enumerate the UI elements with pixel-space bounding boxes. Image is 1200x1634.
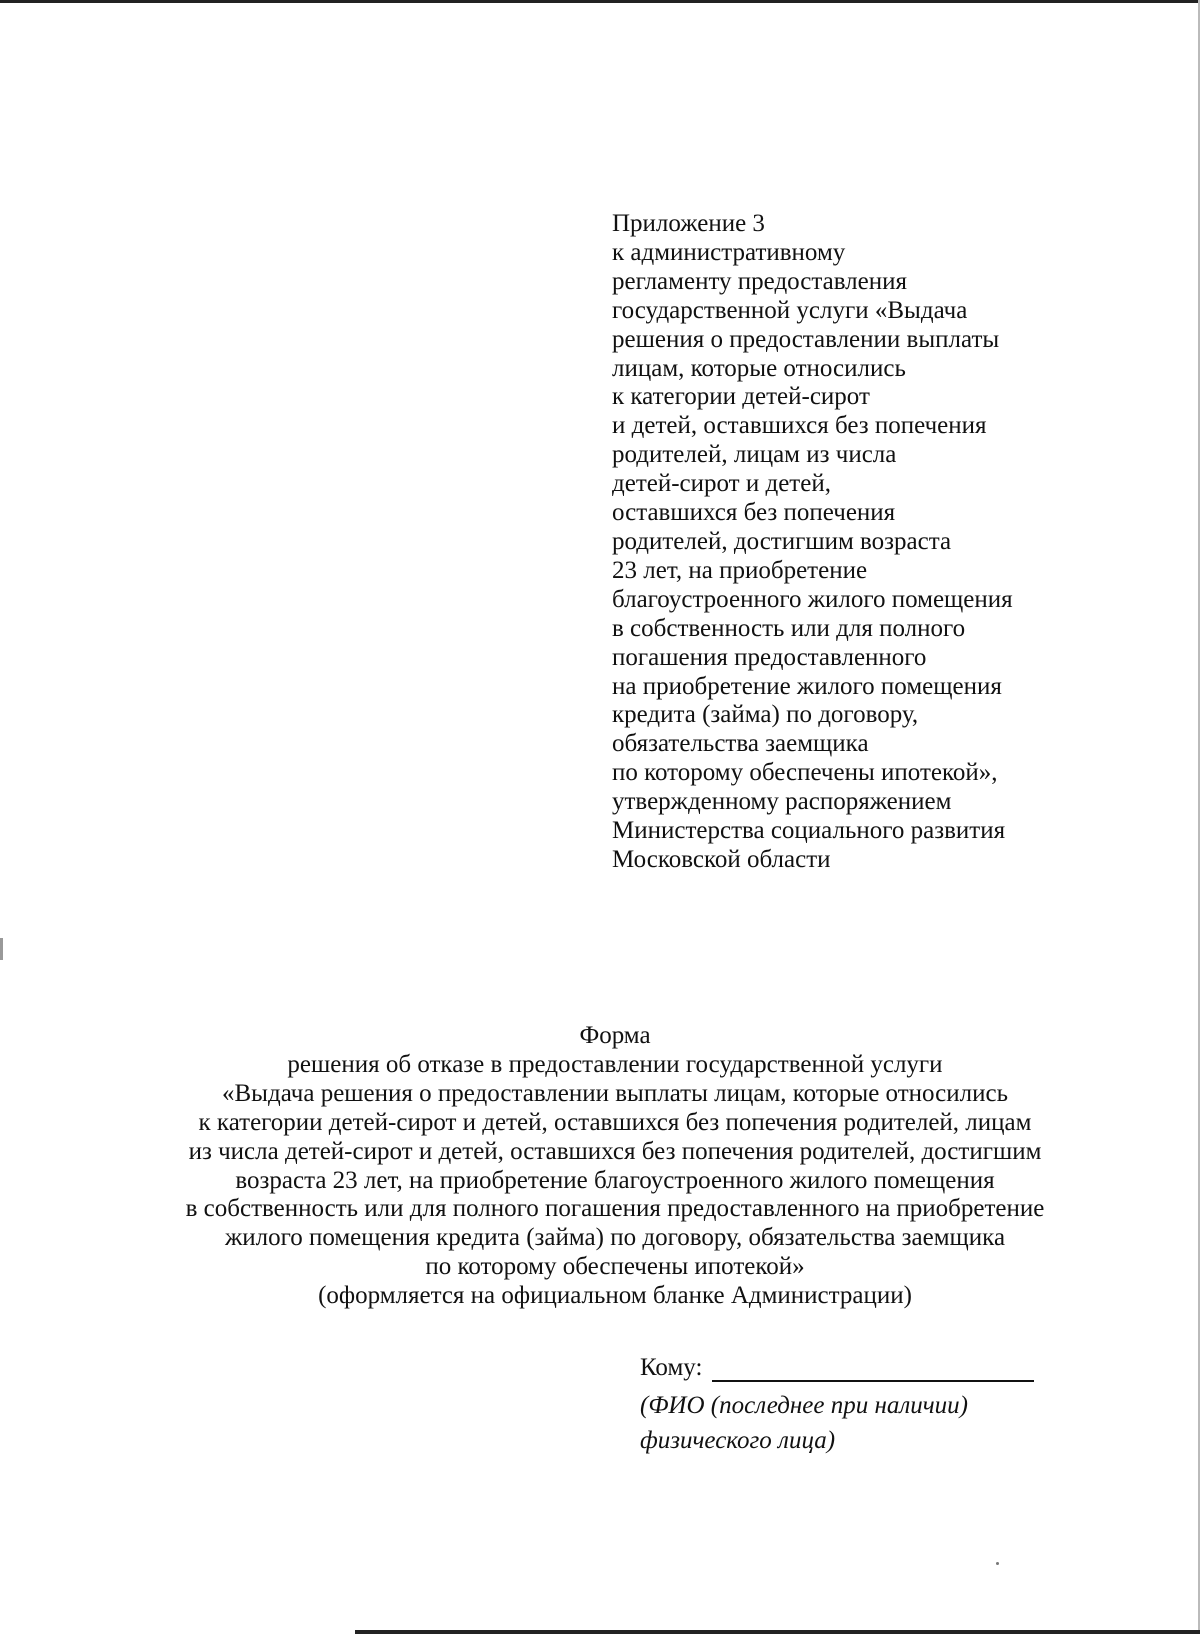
recipient-hint-line: физического лица) xyxy=(640,1427,836,1454)
appendix-line: обязательства заемщика xyxy=(612,730,869,758)
appendix-line: в собственность или для полного xyxy=(612,614,966,642)
appendix-line: благоустроенного жилого помещения xyxy=(612,585,1013,613)
appendix-line: государственной услуги «Выдача xyxy=(612,296,968,324)
form-title-block xyxy=(80,1022,1150,1311)
form-title-line: решения об отказе в предоставлении государственной услуги xyxy=(287,1050,943,1078)
appendix-line: кредита (займа) по договору, xyxy=(612,701,919,729)
recipient-hint xyxy=(640,1388,1100,1458)
form-title-line: к категории детей-сирот и детей, оставшихся без попечения родителей, лицам xyxy=(198,1108,1032,1136)
appendix-line: к административному xyxy=(612,238,846,266)
appendix-line: детей-сирот и детей, xyxy=(612,470,831,498)
scan-edge-left-mark xyxy=(0,938,3,960)
form-title-line: «Выдача решения о предоставлении выплаты лицам, которые относились xyxy=(222,1079,1008,1107)
scan-edge-bottom xyxy=(355,1630,1200,1634)
form-title-line: возраста 23 лет, на приобретение благоустроенного жилого помещения xyxy=(235,1166,995,1194)
appendix-line: регламенту предоставления xyxy=(612,267,908,295)
scan-edge-top xyxy=(0,0,1200,3)
appendix-line: к категории детей-сирот xyxy=(612,383,870,411)
recipient-block xyxy=(640,1350,1100,1458)
appendix-line: родителей, лицам из числа xyxy=(612,441,897,469)
appendix-line: Московской области xyxy=(612,845,831,873)
scan-speck xyxy=(996,1562,999,1565)
form-title-heading: Форма xyxy=(579,1022,651,1049)
appendix-line: на приобретение жилого помещения xyxy=(612,672,1002,700)
appendix-line: решения о предоставлении выплаты xyxy=(612,325,1000,353)
form-title-line: в собственность или для полного погашения предоставленного на приобретение xyxy=(185,1195,1045,1223)
appendix-line: Министерства социального развития xyxy=(612,817,1006,845)
appendix-line: по которому обеспечены ипотекой», xyxy=(612,759,998,787)
recipient-name-field[interactable] xyxy=(712,1352,1034,1382)
recipient-row xyxy=(640,1350,1100,1382)
form-title-line: по которому обеспечены ипотекой» xyxy=(425,1253,805,1281)
appendix-line: погашения предоставленного xyxy=(612,643,927,671)
appendix-line: лицам, которые относились xyxy=(612,354,906,382)
appendix-line: родителей, достигшим возраста xyxy=(612,527,952,555)
form-title-line: жилого помещения кредита (займа) по договору, обязательства заемщика xyxy=(224,1224,1006,1252)
appendix-line: 23 лет, на приобретение xyxy=(612,556,868,584)
appendix-line: Приложение 3 xyxy=(612,210,765,237)
appendix-line: оставшихся без попечения xyxy=(612,499,896,527)
recipient-hint-line: (ФИО (последнее при наличии) xyxy=(640,1392,969,1419)
appendix-header-block xyxy=(612,210,1172,875)
recipient-label: Кому: xyxy=(640,1354,703,1381)
form-title-line: из числа детей-сирот и детей, оставшихся без попечения родителей, достигшим xyxy=(188,1137,1042,1165)
form-title-note: (оформляется на официальном бланке Администрации) xyxy=(318,1282,912,1310)
appendix-line: утвержденному распоряжением xyxy=(612,788,952,816)
appendix-line: и детей, оставшихся без попечения xyxy=(612,412,987,440)
